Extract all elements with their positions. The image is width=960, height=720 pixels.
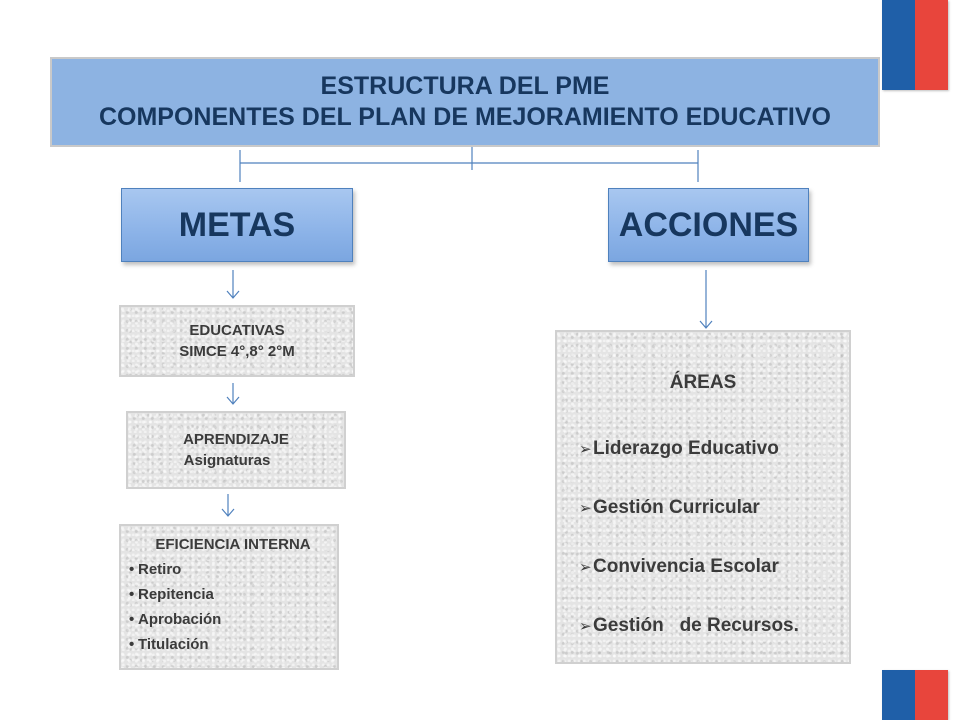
acciones-label: ACCIONES	[618, 205, 799, 244]
bullet-icon: •	[129, 611, 135, 628]
areas-box	[555, 330, 851, 664]
list-item: • Retiro	[129, 557, 337, 582]
eficiencia-box	[119, 524, 339, 670]
arrow-bullet-icon: ➢	[579, 500, 592, 517]
metas-label: METAS	[178, 205, 296, 244]
arrow-bullet-icon: ➢	[579, 441, 592, 458]
bullet-icon: •	[129, 586, 135, 603]
educativas-detail: SIMCE 4°,8° 2°M	[179, 343, 295, 360]
eficiencia-title: EFICIENCIA INTERNA	[155, 536, 311, 553]
list-item: ➢Convivencia Escolar	[579, 538, 849, 597]
title-line-2: COMPONENTES DEL PLAN DE MEJORAMIENTO EDUCATIVO	[98, 103, 831, 131]
acciones-box	[608, 188, 809, 262]
list-item: ➢Liderazgo Educativo	[579, 420, 849, 479]
title-line-1: ESTRUCTURA DEL PME	[320, 71, 610, 100]
areas-list	[579, 420, 849, 656]
list-item: ➢Gestión Curricular	[579, 479, 849, 538]
arrow-bullet-icon: ➢	[579, 618, 592, 635]
educativas-box	[119, 305, 355, 377]
aprendizaje-box	[126, 411, 346, 489]
list-item: • Titulación	[129, 632, 337, 657]
aprendizaje-title: APRENDIZAJE	[183, 431, 289, 448]
arrow-bullet-icon: ➢	[579, 559, 592, 576]
bullet-icon: •	[129, 561, 135, 578]
metas-box	[121, 188, 353, 262]
list-item: • Repitencia	[129, 582, 337, 607]
bullet-icon: •	[129, 636, 135, 653]
list-item: • Aprobación	[129, 607, 337, 632]
list-item: ➢Gestión de Recursos.	[579, 597, 849, 656]
eficiencia-list	[129, 557, 337, 657]
aprendizaje-detail: Asignaturas	[183, 452, 271, 469]
educativas-title: EDUCATIVAS	[189, 322, 285, 339]
areas-title: ÁREAS	[669, 372, 737, 393]
